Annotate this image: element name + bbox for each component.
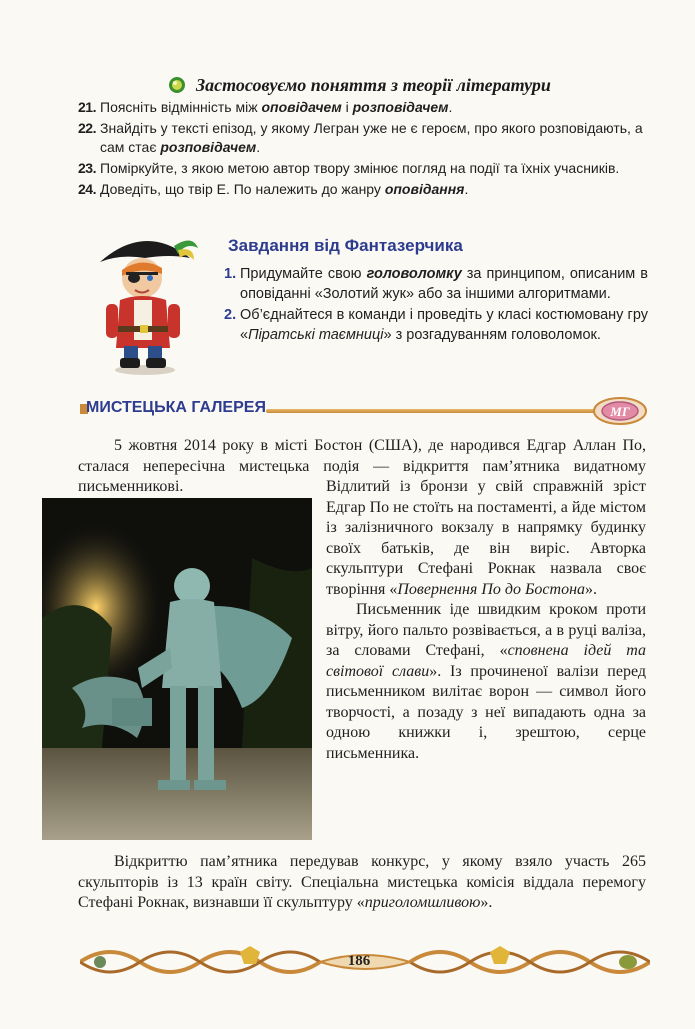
task-text: Об’єднайтеся в команди і проведіть у класі костюмовану гру «Піратські таємниці» з розгадуванням головоломок. — [240, 307, 648, 343]
svg-text:МГ: МГ — [610, 404, 630, 419]
article-intro-text: 5 жовтня 2014 року в місті Бостон (США), де народився Едгар Аллан По, сталася непересічна мистецька подія — відкриття пам’ятника видатному письменникові. — [78, 437, 646, 495]
article-bottom — [78, 852, 646, 914]
article-paragraph-2: Письменник іде швидким кроком проти вітру, його пальто розвівається, а в руці валіза, за словами Стефані, «сповнена ідей та світової слави». Із прочиненої валізи перед письменником вилітає ворон — символ його творчості, а позаду з неї випадають одна за одною книжки і, зрештою, серце письменника. — [326, 601, 647, 762]
article-wrapped-text — [326, 477, 646, 764]
fantazerchyk-task-list — [224, 264, 648, 346]
question-item — [78, 159, 648, 178]
question-text: Поміркуйте, з якою метою автор твору змінює погляд на події та їхніх учасників. — [100, 160, 620, 176]
gallery-label: МИСТЕЦЬКА ГАЛЕРЕЯ — [86, 399, 266, 416]
page-number: 186 — [347, 953, 371, 969]
question-text: Знайдіть у тексті епізод, у якому Легран уже не є героєм, про якого розповідають, а сам стає розповідачем. — [100, 120, 643, 155]
fantazerchyk-title: Завдання від Фантазерчика — [228, 236, 463, 255]
question-number: 23. — [78, 160, 96, 176]
article-paragraph-3: Відкриттю пам’ятника передував конкурс, у якому взяло участь 265 скульпторів із 13 країн світу. Спеціальна мистецька комісія віддала перемогу Стефані Рокнак, визнавши її скульптуру «приголомшливою». — [78, 853, 646, 911]
gallery-header — [80, 396, 650, 426]
question-number: 24. — [78, 181, 96, 197]
article-paragraph-1: Відлитий із бронзи у свій справжній зріст Едгар По не стоїть на постаменті, а йде містом із залізничного вокзалу в напрямку будинку своїх батьків, де він виріс. Авторка скульптури Стефані Рокнак назвала своє творіння «Повернення По до Бостона». — [326, 478, 646, 598]
question-number: 22. — [78, 120, 96, 136]
question-number: 21. — [78, 99, 96, 115]
task-number: 2. — [224, 307, 237, 323]
pirate-boy-icon — [90, 228, 200, 376]
leaf-bullet-icon — [168, 76, 186, 94]
question-item — [78, 119, 648, 157]
question-list — [78, 98, 648, 201]
gallery-divider — [266, 409, 636, 413]
question-text: Поясніть відмінність між оповідачем і розповідачем. — [100, 99, 453, 115]
mg-emblem-icon — [592, 396, 648, 426]
task-item — [224, 264, 648, 304]
task-text: Придумайте свою головоломку за принципом, описаним в оповіданні «Золотий жук» або за іншими алгоритмами. — [240, 266, 648, 302]
question-text: Доведіть, що твір Е. По належить до жанру оповідання. — [100, 181, 469, 197]
task-number: 1. — [224, 266, 237, 282]
task-item — [224, 305, 648, 345]
question-item — [78, 180, 648, 199]
question-item — [78, 98, 648, 117]
poe-statue-photo — [42, 498, 312, 840]
section-title — [168, 72, 648, 98]
section-title-text: Застосовуємо поняття з теорії літератури — [196, 74, 551, 95]
